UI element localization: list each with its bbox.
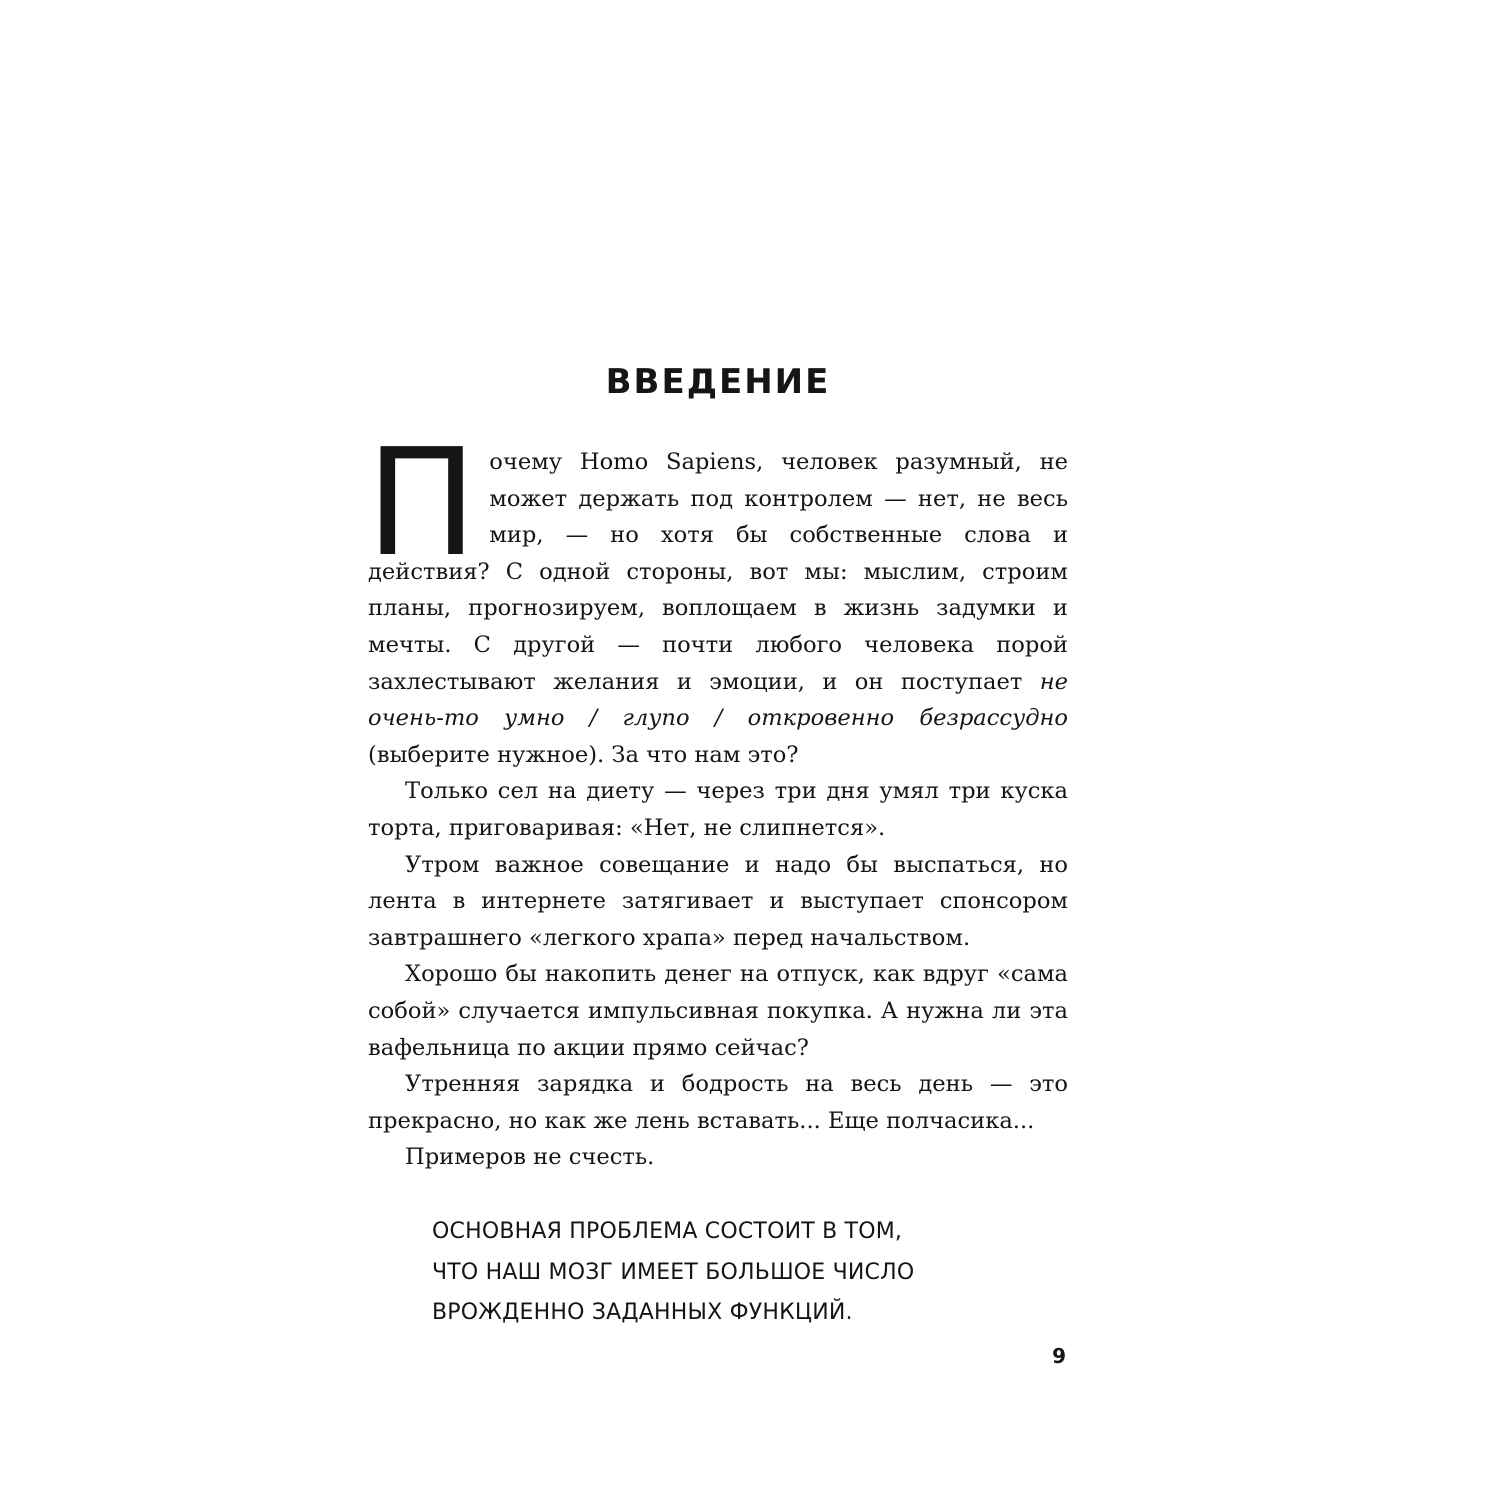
pull-quote-line: ОСНОВНАЯ ПРОБЛЕМА СОСТОИТ В ТОМ,	[432, 1219, 903, 1244]
paragraph-vacation: Хорошо бы накопить денег на отпуск, как вдруг «сама собой» случается импульсивная покупка. А нужна ли эта вафельница по акции прямо сейчас?	[368, 961, 1068, 1061]
pull-quote-line: ВРОЖДЕННО ЗАДАННЫХ ФУНКЦИЙ.	[432, 1300, 853, 1325]
paragraph-exercise: Утренняя зарядка и бодрость на весь день — это прекрасно, но как же лень вставать... Еще полчасика...	[368, 1071, 1068, 1134]
paragraph-intro-end: (выберите нужное). За что нам это?	[368, 741, 799, 768]
drop-cap: П	[366, 417, 478, 589]
paragraph-diet: Только сел на диету — через три дня умял три куска торта, приговаривая: «Нет, не слипнется».	[368, 778, 1068, 841]
paragraph-meeting: Утром важное совещание и надо бы выспаться, но лента в интернете затягивает и выступает спонсором завтрашнего «легкого храпа» перед начальством.	[368, 851, 1068, 951]
pull-quote	[432, 1212, 992, 1334]
paragraph-examples: Примеров не счесть.	[405, 1144, 655, 1171]
body-text	[366, 417, 1068, 1176]
paragraph-intro	[366, 417, 1068, 773]
paragraph-intro-italic: не очень-то умно / глупо / откровенно безрассудно	[368, 668, 1068, 732]
chapter-title: ВВЕДЕНИЕ	[605, 362, 831, 402]
paragraph-intro-start: очему Homo Sapiens, человек разумный, не может держать под контролем — нет, не весь мир, — но хотя бы собственные слова и действия? С одной стороны, вот мы: мыслим, строим планы, прогнозируем, воплощаем в жизнь задумки и мечты. С другой — почти любого человека порой захлестывают желания и эмоции, и он поступает	[368, 449, 1068, 695]
page-number: 9	[1052, 1344, 1066, 1368]
pull-quote-line: ЧТО НАШ МОЗГ ИМЕЕТ БОЛЬШОЕ ЧИСЛО	[432, 1259, 915, 1285]
